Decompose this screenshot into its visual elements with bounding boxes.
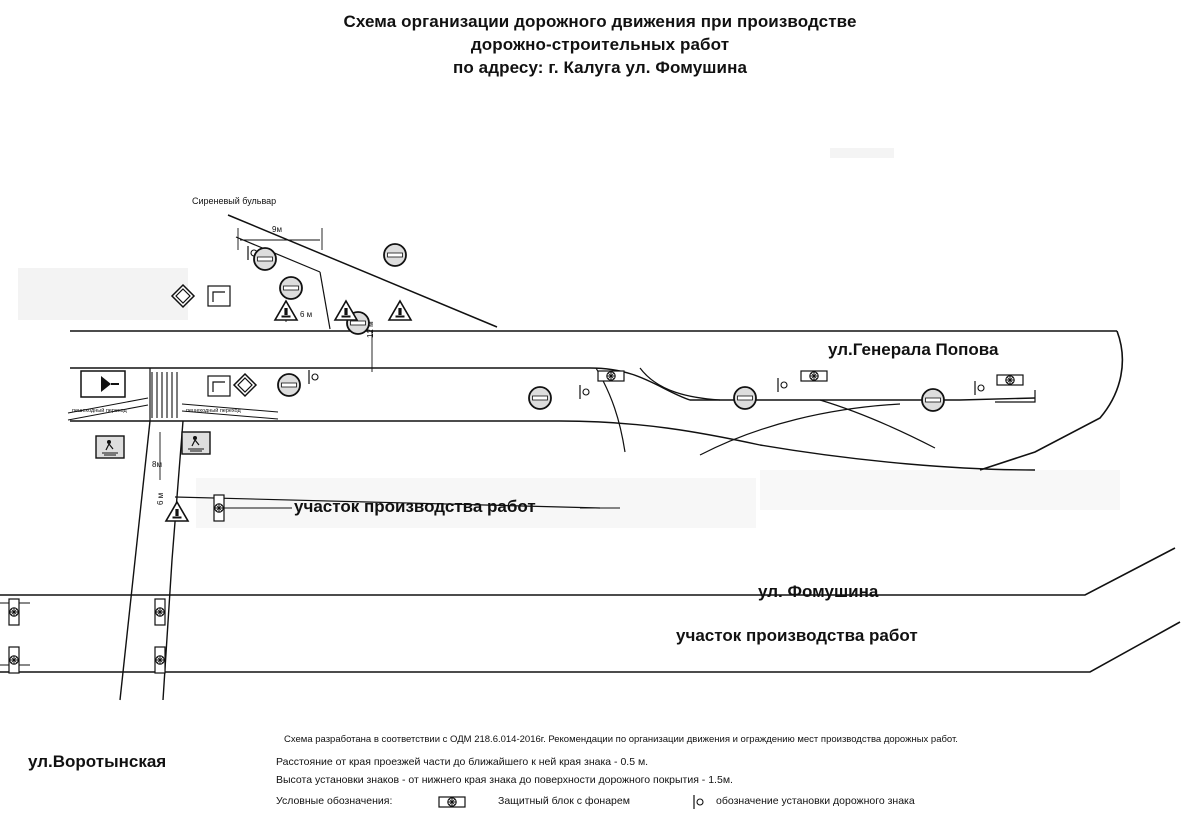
dimension-label-9m: 9м [272, 225, 282, 234]
dimension-label-6m-2: 6 м [156, 492, 165, 505]
title-line-3: по адресу: г. Калуга ул. Фомушина [452, 58, 748, 77]
note-line-3: Высота установки знаков - от нижнего края знака до поверхности дорожного покрытия - 1.5м. [276, 774, 733, 786]
street-label-sirenevy: Сиреневый бульвар [192, 196, 277, 206]
note-line-2: Расстояние от края проезжей части до ближайшего к ней края знака - 0.5 м. [276, 756, 649, 768]
legend-item-label-block: Защитный блок с фонарем [498, 795, 630, 807]
work-zone-label-2: участок производства работ [676, 626, 918, 645]
note-line-1: Схема разработана в соответствии с ОДМ 218.6.014-2016г. Рекомендации по организации движения и ограждению мест производства дорожных работ. [284, 734, 958, 745]
street-label-fomushina: ул. Фомушина [758, 582, 879, 601]
title-line-2: дорожно-строительных работ [470, 35, 730, 54]
work-zone-label-1: участок производства работ [294, 497, 536, 516]
street-label-vorotynskaya: ул.Воротынская [28, 752, 167, 771]
legend-title: Условные обозначения: [276, 795, 393, 807]
legend-item-label-sign: обозначение установки дорожного знака [716, 795, 915, 807]
marking-label-crossing-1: пешеходный переход [72, 408, 127, 414]
title-line-1: Схема организации дорожного движения при производстве [343, 12, 857, 31]
marking-label-crossing-2: пешеходный переход [186, 408, 241, 414]
dimension-label-12m: 12 м [366, 321, 375, 338]
dimension-label-8m: 8м [152, 460, 162, 469]
dimension-label-6m: 6 м [300, 310, 313, 319]
street-label-generala-popova: ул.Генерала Попова [828, 340, 999, 359]
